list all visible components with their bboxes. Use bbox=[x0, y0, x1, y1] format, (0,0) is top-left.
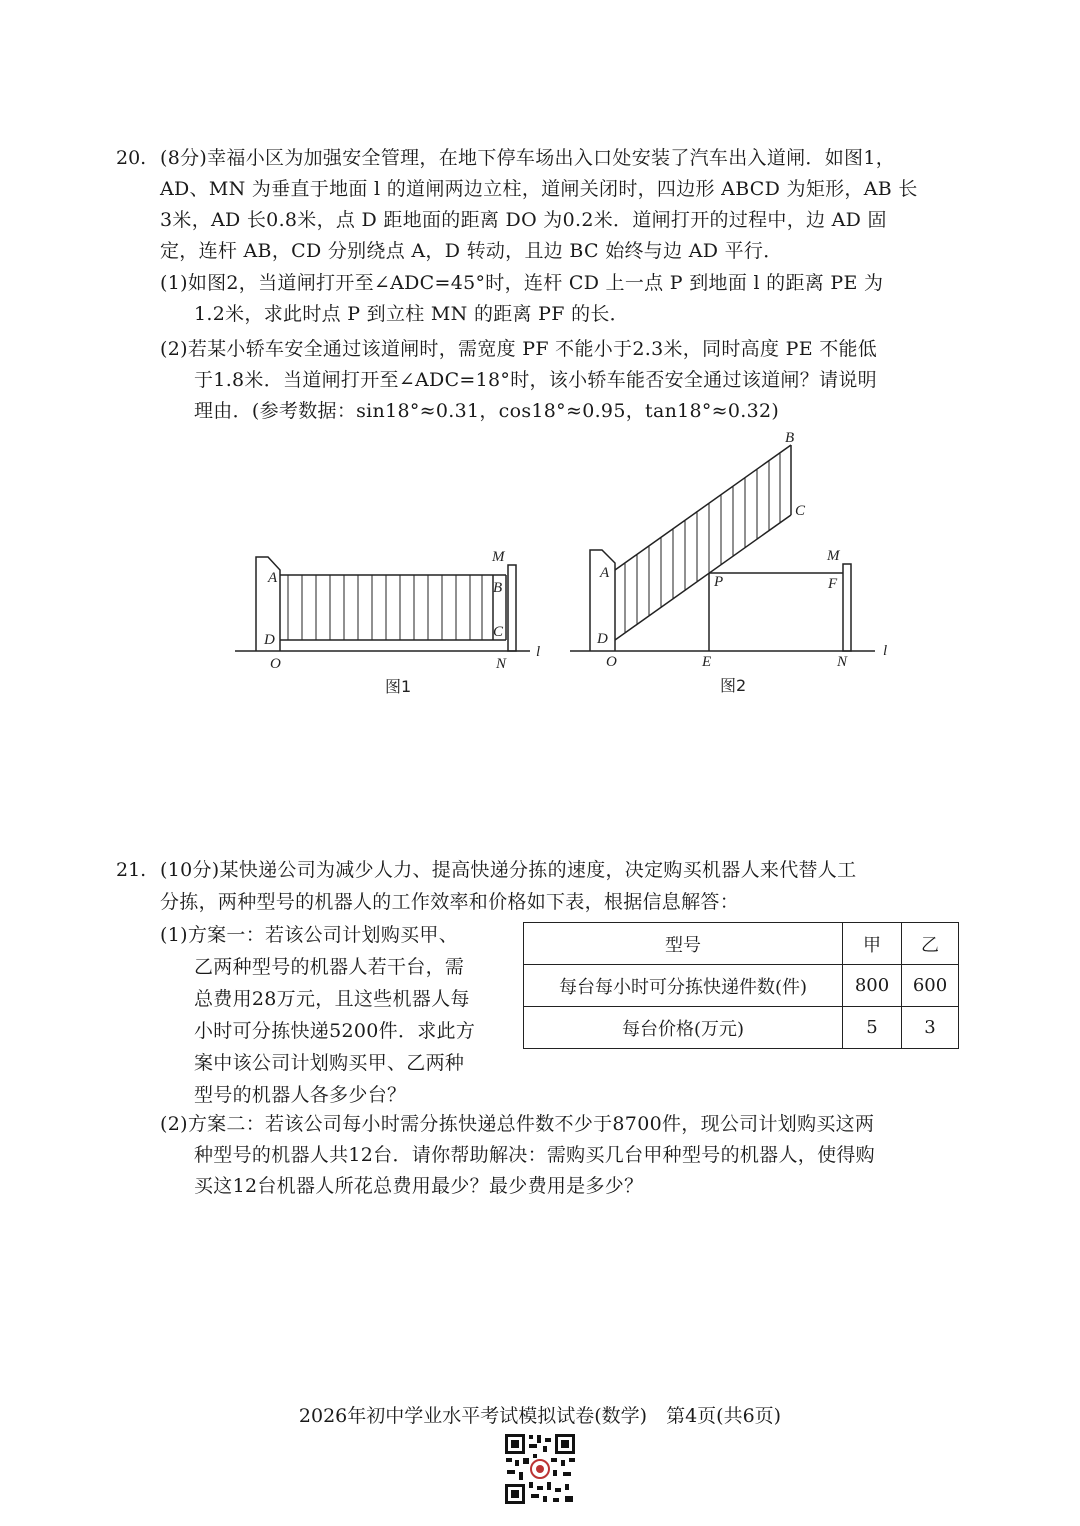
table-header-row bbox=[524, 923, 959, 965]
table-cell: 3 bbox=[902, 1007, 959, 1049]
fig2-label-m: M bbox=[827, 548, 840, 564]
fig2-post-right-mn bbox=[843, 564, 851, 651]
fig1-caption: 图1 bbox=[385, 677, 412, 696]
q20-part2-line-3: 理由．(参考数据：sin18°≈0.31，cos18°≈0.95，tan18°≈0.32) bbox=[194, 400, 780, 422]
fig1-label-b: B bbox=[493, 580, 503, 596]
fig1-label-a: A bbox=[268, 570, 278, 586]
fig2-label-e: E bbox=[702, 654, 712, 670]
q20-figure-2 bbox=[565, 425, 895, 700]
q21-robot-table bbox=[523, 922, 959, 1049]
table-cell: 800 bbox=[843, 965, 902, 1007]
fig2-gate-bars bbox=[625, 453, 780, 633]
fig2-label-o: O bbox=[606, 654, 617, 670]
table-cell: 600 bbox=[902, 965, 959, 1007]
fig1-label-m: M bbox=[492, 549, 505, 565]
fig2-label-n: N bbox=[837, 654, 848, 670]
page-footer: 2026年初中学业水平考试模拟试卷(数学) 第4页(共6页) bbox=[298, 1405, 782, 1427]
fig2-label-c: C bbox=[795, 503, 806, 519]
fig1-gate-bars bbox=[288, 575, 482, 640]
table-cell: 5 bbox=[843, 1007, 902, 1049]
q21-part1-line-4: 小时可分拣快递5200件．求此方 bbox=[194, 1020, 476, 1042]
q20-number: 20. bbox=[116, 147, 147, 169]
table-cell: 每台每小时可分拣快递件数(件) bbox=[524, 965, 843, 1007]
q20-line-2: AD、MN 为垂直于地面 l 的道闸两边立柱，道闸关闭时，四边形 ABCD 为矩形，AB 长 bbox=[160, 178, 918, 200]
q20-figure-1 bbox=[230, 540, 560, 700]
table-header-jia: 甲 bbox=[843, 923, 902, 965]
q21-part1-line-5: 案中该公司计划购买甲、乙两种 bbox=[194, 1052, 465, 1074]
table-cell: 每台价格(万元) bbox=[524, 1007, 843, 1049]
fig2-side-dc bbox=[615, 515, 791, 640]
q20-part1-line-2: 1.2米，求此时点 P 到立柱 MN 的距离 PF 的长． bbox=[194, 303, 629, 325]
fig2-label-f: F bbox=[828, 576, 838, 592]
q20-part1-line-1: (1)如图2，当道闸打开至∠ADC=45°时，连杆 CD 上一点 P 到地面 l 的距离 PE 为 bbox=[160, 272, 884, 294]
q21-number: 21. bbox=[116, 859, 147, 881]
q21-part2-line-3: 买这12台机器人所花总费用最少？最少费用是多少？ bbox=[194, 1175, 644, 1197]
fig1-label-d: D bbox=[264, 632, 275, 648]
fig2-label-d: D bbox=[597, 631, 608, 647]
q21-part1-line-3: 总费用28万元，且这些机器人每 bbox=[194, 988, 470, 1010]
q21-part1-line-6: 型号的机器人各多少台？ bbox=[194, 1084, 407, 1106]
table-row bbox=[524, 965, 959, 1007]
table-header-yi: 乙 bbox=[902, 923, 959, 965]
fig1-post-right-mn bbox=[508, 565, 516, 651]
q21-line-2: 分拣，两种型号的机器人的工作效率和价格如下表，根据信息解答： bbox=[160, 891, 740, 913]
qr-code-icon bbox=[503, 1432, 577, 1506]
fig1-label-o: O bbox=[270, 656, 281, 672]
q20-line-1: (8分)幸福小区为加强安全管理，在地下停车场出入口处安装了汽车出入道闸．如图1， bbox=[160, 147, 896, 169]
fig1-label-l: l bbox=[536, 644, 541, 660]
q20-part2-line-2: 于1.8米．当道闸打开至∠ADC=18°时，该小轿车能否安全通过该道闸？请说明 bbox=[194, 369, 877, 391]
q20-part2-line-1: (2)若某小轿车安全通过该道闸时，需宽度 PF 不能小于2.3米，同时高度 PE 不能低 bbox=[160, 338, 878, 360]
fig1-label-n: N bbox=[496, 656, 507, 672]
q21-part1-line-1: (1)方案一：若该公司计划购买甲、 bbox=[160, 924, 459, 946]
fig2-caption: 图2 bbox=[720, 676, 747, 695]
fig2-label-l: l bbox=[883, 643, 888, 659]
fig2-label-b: B bbox=[785, 430, 795, 446]
fig1-label-c: C bbox=[493, 624, 504, 640]
q21-line-1: (10分)某快递公司为减少人力、提高快递分拣的速度，决定购买机器人来代替人工 bbox=[160, 859, 857, 881]
fig2-label-a: A bbox=[600, 565, 610, 581]
table-row bbox=[524, 1007, 959, 1049]
q21-part1-line-2: 乙两种型号的机器人若干台，需 bbox=[194, 956, 465, 978]
q21-part2-line-1: (2)方案二：若该公司每小时需分拣快递总件数不少于8700件，现公司计划购买这两 bbox=[160, 1113, 875, 1135]
fig2-label-p: P bbox=[714, 574, 724, 590]
q20-line-4: 定，连杆 AB，CD 分别绕点 A，D 转动，且边 BC 始终与边 AD 平行． bbox=[160, 240, 783, 262]
table-header-model: 型号 bbox=[524, 923, 843, 965]
fig2-side-ab bbox=[615, 445, 791, 570]
q21-part2-line-2: 种型号的机器人共12台．请你帮助解决：需购买几台甲种型号的机器人，使得购 bbox=[194, 1144, 875, 1166]
q20-line-3: 3米，AD 长0.8米，点 D 距地面的距离 DO 为0.2米．道闸打开的过程中，边 AD 固 bbox=[160, 209, 887, 231]
